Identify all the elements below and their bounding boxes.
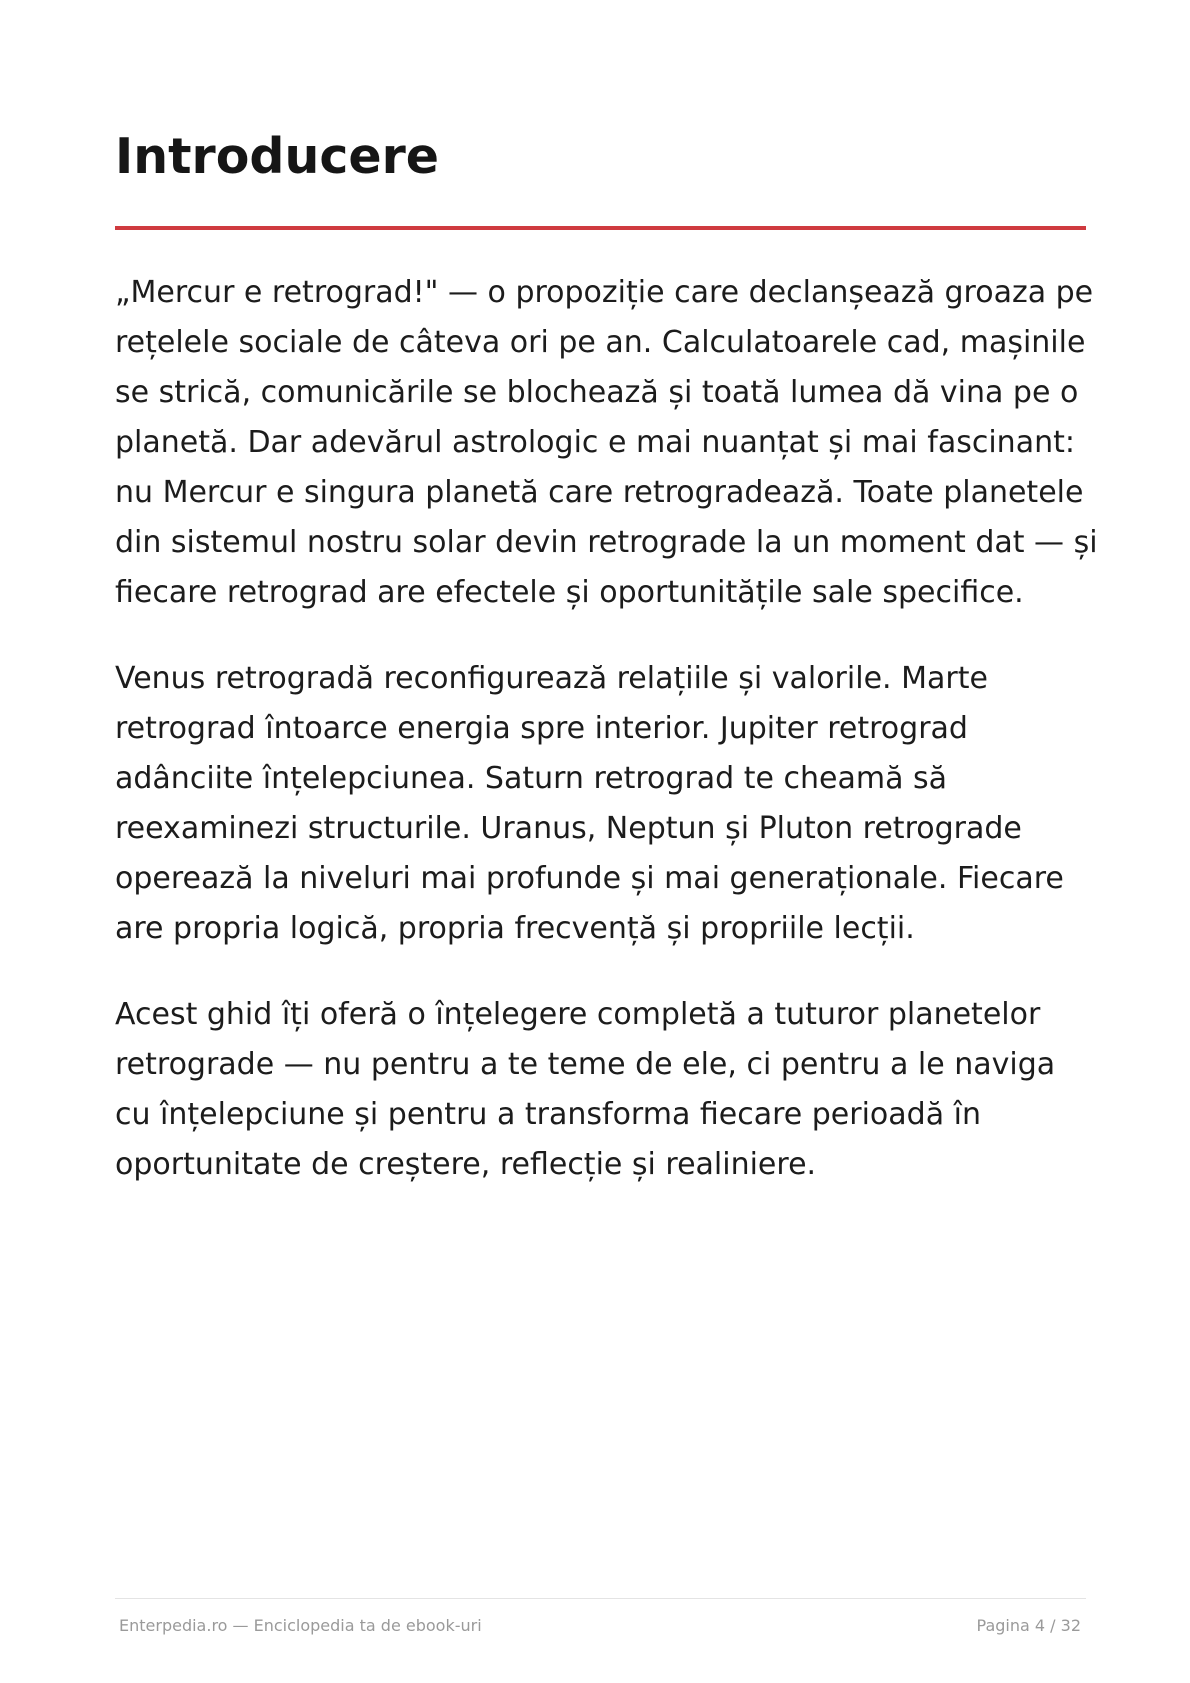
paragraph-2: Venus retrogradă reconfigurează relațiile și valorile. Marte retrograd întoarce energia spre interior. Jupiter retrograd adânciite înțelepciunea. Saturn retrograd te cheamă să reexaminezi structurile. Uranus, Neptun și Pluton retrograde operează la niveluri mai profunde și mai generaționale. Fiecare are propria logică, propria frecvență și propriile lecții. (115, 661, 1064, 946)
body-text (115, 268, 1100, 1226)
title-underline (115, 226, 1086, 230)
footer-page-number: Pagina 4 / 32 (976, 1616, 1081, 1635)
footer-divider (115, 1598, 1086, 1599)
paragraph-3: Acest ghid îți oferă o înțelegere completă a tuturor planetelor retrograde — nu pentru a te teme de ele, ci pentru a le naviga cu înțelepciune și pentru a transforma fiecare perioadă în oportunitate de creștere, reflecție și realiniere. (115, 997, 1056, 1182)
paragraph-1: „Mercur e retrograd!" — o propoziție care declanșează groaza pe rețelele sociale de câteva ori pe an. Calculatoarele cad, mașinile se strică, comunicările se blochează și toată lumea dă vina pe o planetă. Dar adevărul astrologic e mai nuanțat și mai fascinant: nu Mercur e singura planetă care retrogradează. Toate planetele din sistemul nostru solar devin retrograde la un moment dat — și fiecare retrograd are efectele și oportunitățile sale specifice. (115, 275, 1098, 610)
page-title: Introducere (115, 128, 440, 185)
footer-site-name: Enterpedia.ro — Enciclopedia ta de ebook-uri (119, 1616, 482, 1635)
